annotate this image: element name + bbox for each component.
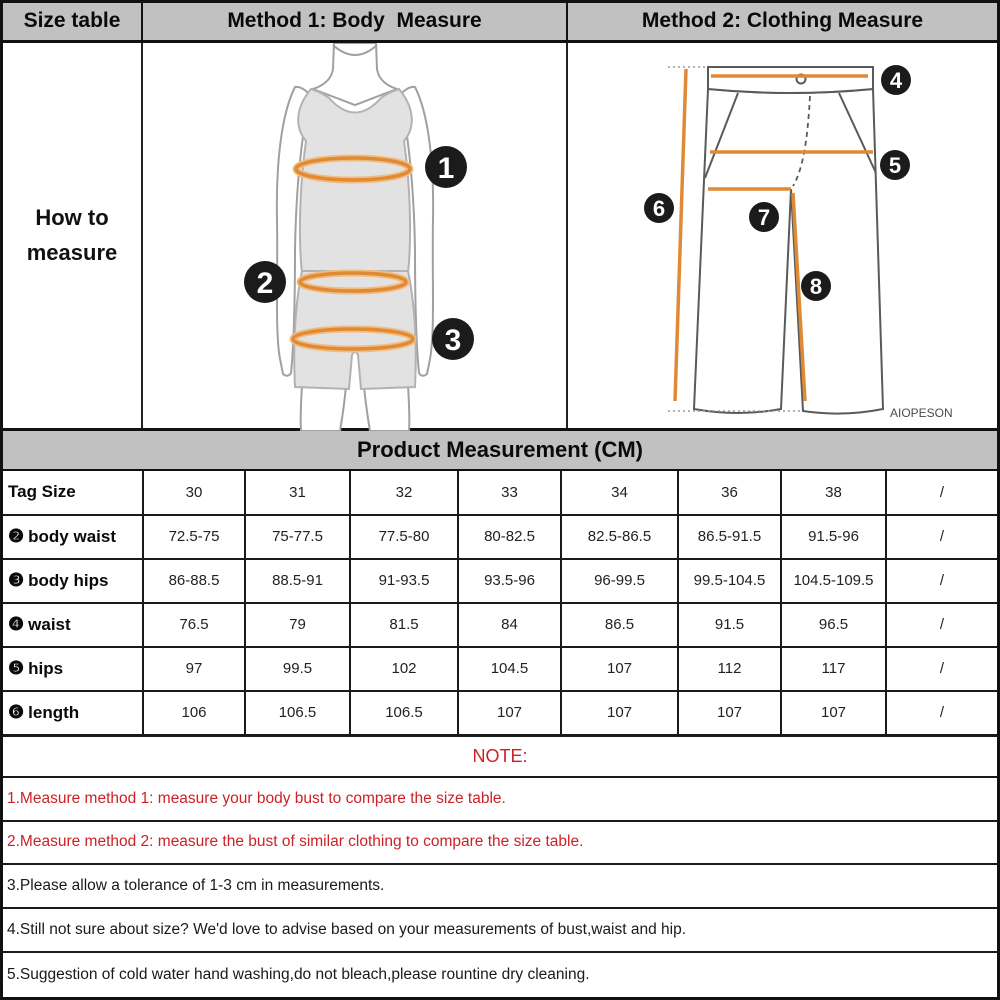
right-leg [364, 385, 409, 431]
note-item-1: 1.Measure method 1: measure your body bust to compare the size table. [3, 778, 997, 822]
body-measure-panel [143, 43, 568, 428]
svg-text:2: 2 [256, 266, 274, 300]
method1-header: Method 1: Body Measure [143, 3, 568, 40]
pants-outline [694, 89, 883, 414]
cell: 86-88.5 [143, 559, 245, 603]
cell: 91.5-96 [781, 515, 886, 559]
table-row-body-hips [3, 559, 997, 603]
cell: 84 [458, 603, 561, 647]
cell: 81.5 [350, 603, 458, 647]
measurement-table [3, 471, 997, 736]
left-leg [301, 385, 346, 431]
cell: 82.5-86.5 [561, 515, 678, 559]
pants-illustration [568, 43, 997, 431]
svg-text:7: 7 [757, 204, 771, 230]
cell: 36 [678, 471, 781, 515]
cell: / [886, 559, 997, 603]
row-label-text: hips [28, 659, 64, 679]
table-row-tag-size [3, 471, 997, 515]
row-label-waist [3, 603, 143, 647]
table-row-length [3, 691, 997, 735]
cell: 30 [143, 471, 245, 515]
brand-label: AIOPESON [890, 405, 953, 420]
length-measure-line [675, 69, 686, 401]
cell: 104.5-109.5 [781, 559, 886, 603]
cell: 86.5-91.5 [678, 515, 781, 559]
cell: 91.5 [678, 603, 781, 647]
cell: 99.5 [245, 647, 350, 691]
cell: / [886, 691, 997, 735]
cell: 96.5 [781, 603, 886, 647]
svg-text:1: 1 [437, 151, 455, 185]
cell: 72.5-75 [143, 515, 245, 559]
circled-2-icon: ❷ [8, 526, 25, 547]
note-item-3: 3.Please allow a tolerance of 1-3 cm in measurements. [3, 865, 997, 909]
marker-1 [425, 146, 467, 188]
method2-header: Method 2: Clothing Measure [568, 3, 997, 40]
svg-text:4: 4 [889, 67, 903, 93]
circled-6-icon: ❻ [8, 702, 25, 723]
cell: 106 [143, 691, 245, 735]
cell: / [886, 515, 997, 559]
body-figure-illustration [143, 43, 566, 431]
note-title: NOTE: [3, 736, 997, 778]
cell: 106.5 [350, 691, 458, 735]
cell: 107 [781, 691, 886, 735]
cell: / [886, 647, 997, 691]
svg-text:3: 3 [444, 323, 462, 357]
cell: 33 [458, 471, 561, 515]
illustration-row [3, 43, 997, 431]
how-to-measure-label [3, 43, 143, 428]
cell: 38 [781, 471, 886, 515]
row-label-text: waist [28, 615, 71, 635]
top-header-row [3, 3, 997, 43]
circled-3-icon: ❸ [8, 570, 25, 591]
row-label-length [3, 691, 143, 735]
cell: 99.5-104.5 [678, 559, 781, 603]
cell: 79 [245, 603, 350, 647]
row-label-hips [3, 647, 143, 691]
how-to-line2: measure [26, 240, 118, 266]
table-row-waist [3, 603, 997, 647]
row-label-text: body hips [28, 571, 109, 591]
cell: 107 [561, 647, 678, 691]
clothing-measure-panel [568, 43, 997, 428]
product-measurement-title: Product Measurement (CM) [3, 431, 997, 471]
svg-text:8: 8 [809, 273, 823, 299]
marker-7 [749, 202, 779, 232]
cell: / [886, 471, 997, 515]
cell: / [886, 603, 997, 647]
size-table-header: Size table [3, 3, 143, 40]
waistband [708, 67, 873, 93]
table-row-body-waist [3, 515, 997, 559]
cell: 88.5-91 [245, 559, 350, 603]
marker-8 [801, 271, 831, 301]
cell: 107 [678, 691, 781, 735]
cell: 104.5 [458, 647, 561, 691]
cell: 91-93.5 [350, 559, 458, 603]
svg-text:6: 6 [652, 195, 666, 221]
cell: 34 [561, 471, 678, 515]
cell: 77.5-80 [350, 515, 458, 559]
marker-3 [432, 318, 474, 360]
note-item-2: 2.Measure method 2: measure the bust of similar clothing to compare the size table. [3, 822, 997, 866]
table-row-hips [3, 647, 997, 691]
note-item-5: 5.Suggestion of cold water hand washing,do not bleach,please rountine dry cleaning. [7, 966, 590, 984]
circled-5-icon: ❺ [8, 658, 25, 679]
row-label-body-hips [3, 559, 143, 603]
marker-6 [644, 193, 674, 223]
cell: 102 [350, 647, 458, 691]
cell: 80-82.5 [458, 515, 561, 559]
row-label-tag-size: Tag Size [3, 471, 143, 515]
cell: 75-77.5 [245, 515, 350, 559]
marker-2 [244, 261, 286, 303]
cell: 106.5 [245, 691, 350, 735]
cell: 32 [350, 471, 458, 515]
cell: 93.5-96 [458, 559, 561, 603]
marker-4 [881, 65, 911, 95]
row-label-text: length [28, 703, 80, 723]
circled-4-icon: ❹ [8, 614, 25, 635]
note-item-4: 4.Still not sure about size? We'd love to advise based on your measurements of bust,waist and hip. [3, 909, 997, 953]
svg-text:5: 5 [888, 152, 902, 178]
cell: 96-99.5 [561, 559, 678, 603]
cell: 76.5 [143, 603, 245, 647]
row-label-body-waist [3, 515, 143, 559]
cell: 112 [678, 647, 781, 691]
marker-5 [880, 150, 910, 180]
cell: 107 [561, 691, 678, 735]
cell: 86.5 [561, 603, 678, 647]
cell: 117 [781, 647, 886, 691]
row-label-text: body waist [28, 527, 116, 547]
cell: 97 [143, 647, 245, 691]
how-to-line1: How to [35, 205, 109, 231]
cell: 31 [245, 471, 350, 515]
cell: 107 [458, 691, 561, 735]
